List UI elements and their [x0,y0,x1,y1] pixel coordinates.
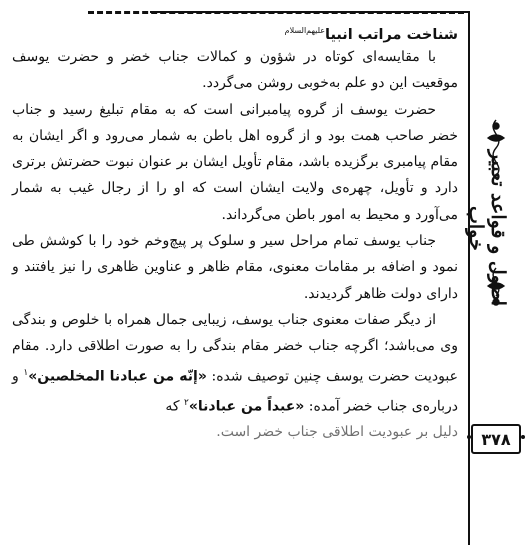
margin-border-line [468,12,470,545]
paragraph-2: حضرت یوسف از گروه پیامبرانی است که به مقام تبلیغ رسید و جناب خضر صاحب همت بود و از گروه اهل باطن به شمار می‌رود و اگر ایشان به مقام پیامبری برگزیده باشد، مقام تأویل ایشان بر عنوان نبوت حضرتش برتری دارد و تأویل، چهره‌ی ولایت ایشان است که او را از رجال غیب به شمار می‌آورد و محیط به امور باطن می‌گرداند. [12,101,458,223]
heading-title: شناخت مراتب انبیا [325,26,458,43]
footnote-ref-2: ۲ [184,397,189,408]
clipped-line: دلیل بر عبودیت اطلاقی جناب خضر است. [216,424,458,441]
running-title: اصول و قواعد تعبیر خواب [465,150,509,306]
page-body [12,14,458,545]
paragraph-3: جناب یوسف تمام مراحل سیر و سلوک پر پیچ‌وخم خود را با کوشش طی نمود و اضافه بر مقامات معنوی، مقام ظاهر و عناوین ظاهری را نیز یافتند و دارای دولت ظاهر گردیدند. [12,233,458,302]
page-number: ۳۷۸ [471,424,521,454]
heading-honorific: علیهم‌السلام [284,26,326,35]
footnote-ref-1: ۱ [23,367,29,378]
paragraph-1: با مقایسه‌ای کوتاه در شؤون و کمالات جناب خضر و حضرت یوسف موقعیت این دو علم به‌خوبی روشن می‌گردد. [12,49,458,92]
paragraph-4-text: از دیگر صفات معنوی جناب یوسف، زیبایی جمال همراه با خلوص و بندگی وی می‌باشد؛ اگرچه جناب خضر مقام بندگی را به صورت اطلاقی دارد. مقام عبودیت حضرت یوسف چنین توصیف شده: [12,311,458,385]
quote-mukhlasin: «إنّه من عبادنا المخلصین» [28,368,207,385]
paragraph-4 [12,307,458,420]
quote-abdan: «عبداً من عبادنا» [188,398,305,415]
paragraph-4-end: که [165,398,184,415]
section-heading [12,18,458,44]
paragraph-4-middle: و درباره‌ی جناب خضر آمده: [12,368,458,415]
